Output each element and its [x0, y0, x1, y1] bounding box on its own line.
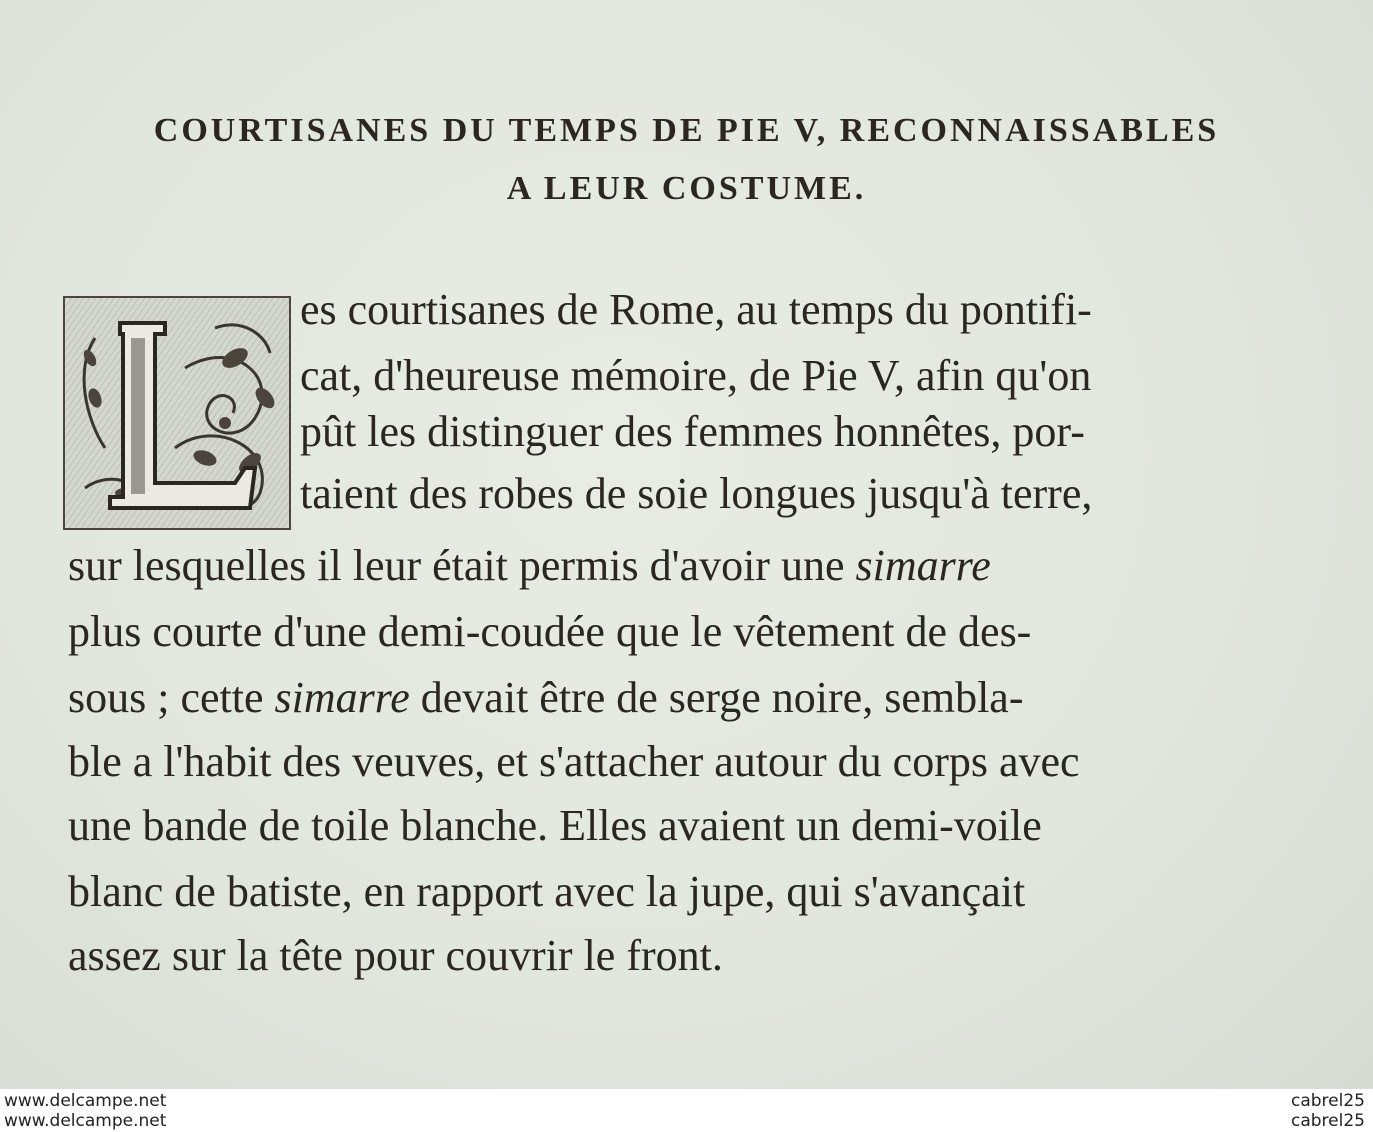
watermark-user-2: cabrel25 [1291, 1111, 1365, 1131]
heading-line-1: COURTISANES DU TEMPS DE PIE V, RECONNAISSABLES [153, 112, 1220, 149]
body-line-5-italic: simarre [855, 541, 991, 590]
watermark-user-1: cabrel25 [1291, 1091, 1365, 1111]
text-line-11 [0, 924, 1373, 988]
watermark-site-2: www.delcampe.net [4, 1111, 167, 1131]
body-line-3: pût les distinguer des femmes honnêtes, por- [300, 407, 1085, 456]
body-line-5 [68, 534, 991, 598]
heading-line-2: A LEUR COSTUME. [506, 170, 867, 207]
body-line-2: cat, d'heureuse mémoire, de Pie V, afin qu'on [300, 351, 1092, 400]
text-line-5 [0, 534, 1373, 598]
text-line-6 [0, 600, 1373, 664]
watermark-site-1: www.delcampe.net [4, 1091, 167, 1111]
body-line-7-text-a: sous ; cette [68, 673, 264, 722]
body-line-7-text-b: devait être de serge noire, sembla- [420, 673, 1024, 722]
body-line-7 [68, 666, 1023, 730]
body-line-8: ble a l'habit des veuves, et s'attacher autour du corps avec [68, 737, 1080, 786]
body-line-10: blanc de batiste, en rapport avec la jupe, qui s'avançait [68, 867, 1026, 916]
text-line-9 [0, 794, 1373, 858]
body-line-5-text: sur lesquelles il leur était permis d'avoir une [68, 541, 845, 590]
text-line-7 [0, 666, 1373, 730]
watermark-row-2 [0, 1111, 1373, 1132]
text-line-3 [0, 400, 1373, 464]
watermark-row-1 [0, 1091, 1373, 1112]
text-line-10 [0, 860, 1373, 924]
body-line-9: une bande de toile blanche. Elles avaient un demi-voile [68, 801, 1042, 850]
text-line-8 [0, 730, 1373, 794]
body-line-11: assez sur la tête pour couvrir le front. [68, 931, 723, 980]
watermark-footer [0, 1089, 1373, 1132]
text-line-4 [0, 462, 1373, 526]
body-line-1: es courtisanes de Rome, au temps du pontifi- [300, 285, 1092, 334]
text-line-1 [0, 278, 1373, 342]
text-line-2 [0, 344, 1373, 408]
body-line-7-italic: simarre [274, 673, 410, 722]
body-line-6: plus courte d'une demi-coudée que le vêtement de des- [68, 607, 1032, 656]
body-line-4: taient des robes de soie longues jusqu'à terre, [300, 469, 1093, 518]
